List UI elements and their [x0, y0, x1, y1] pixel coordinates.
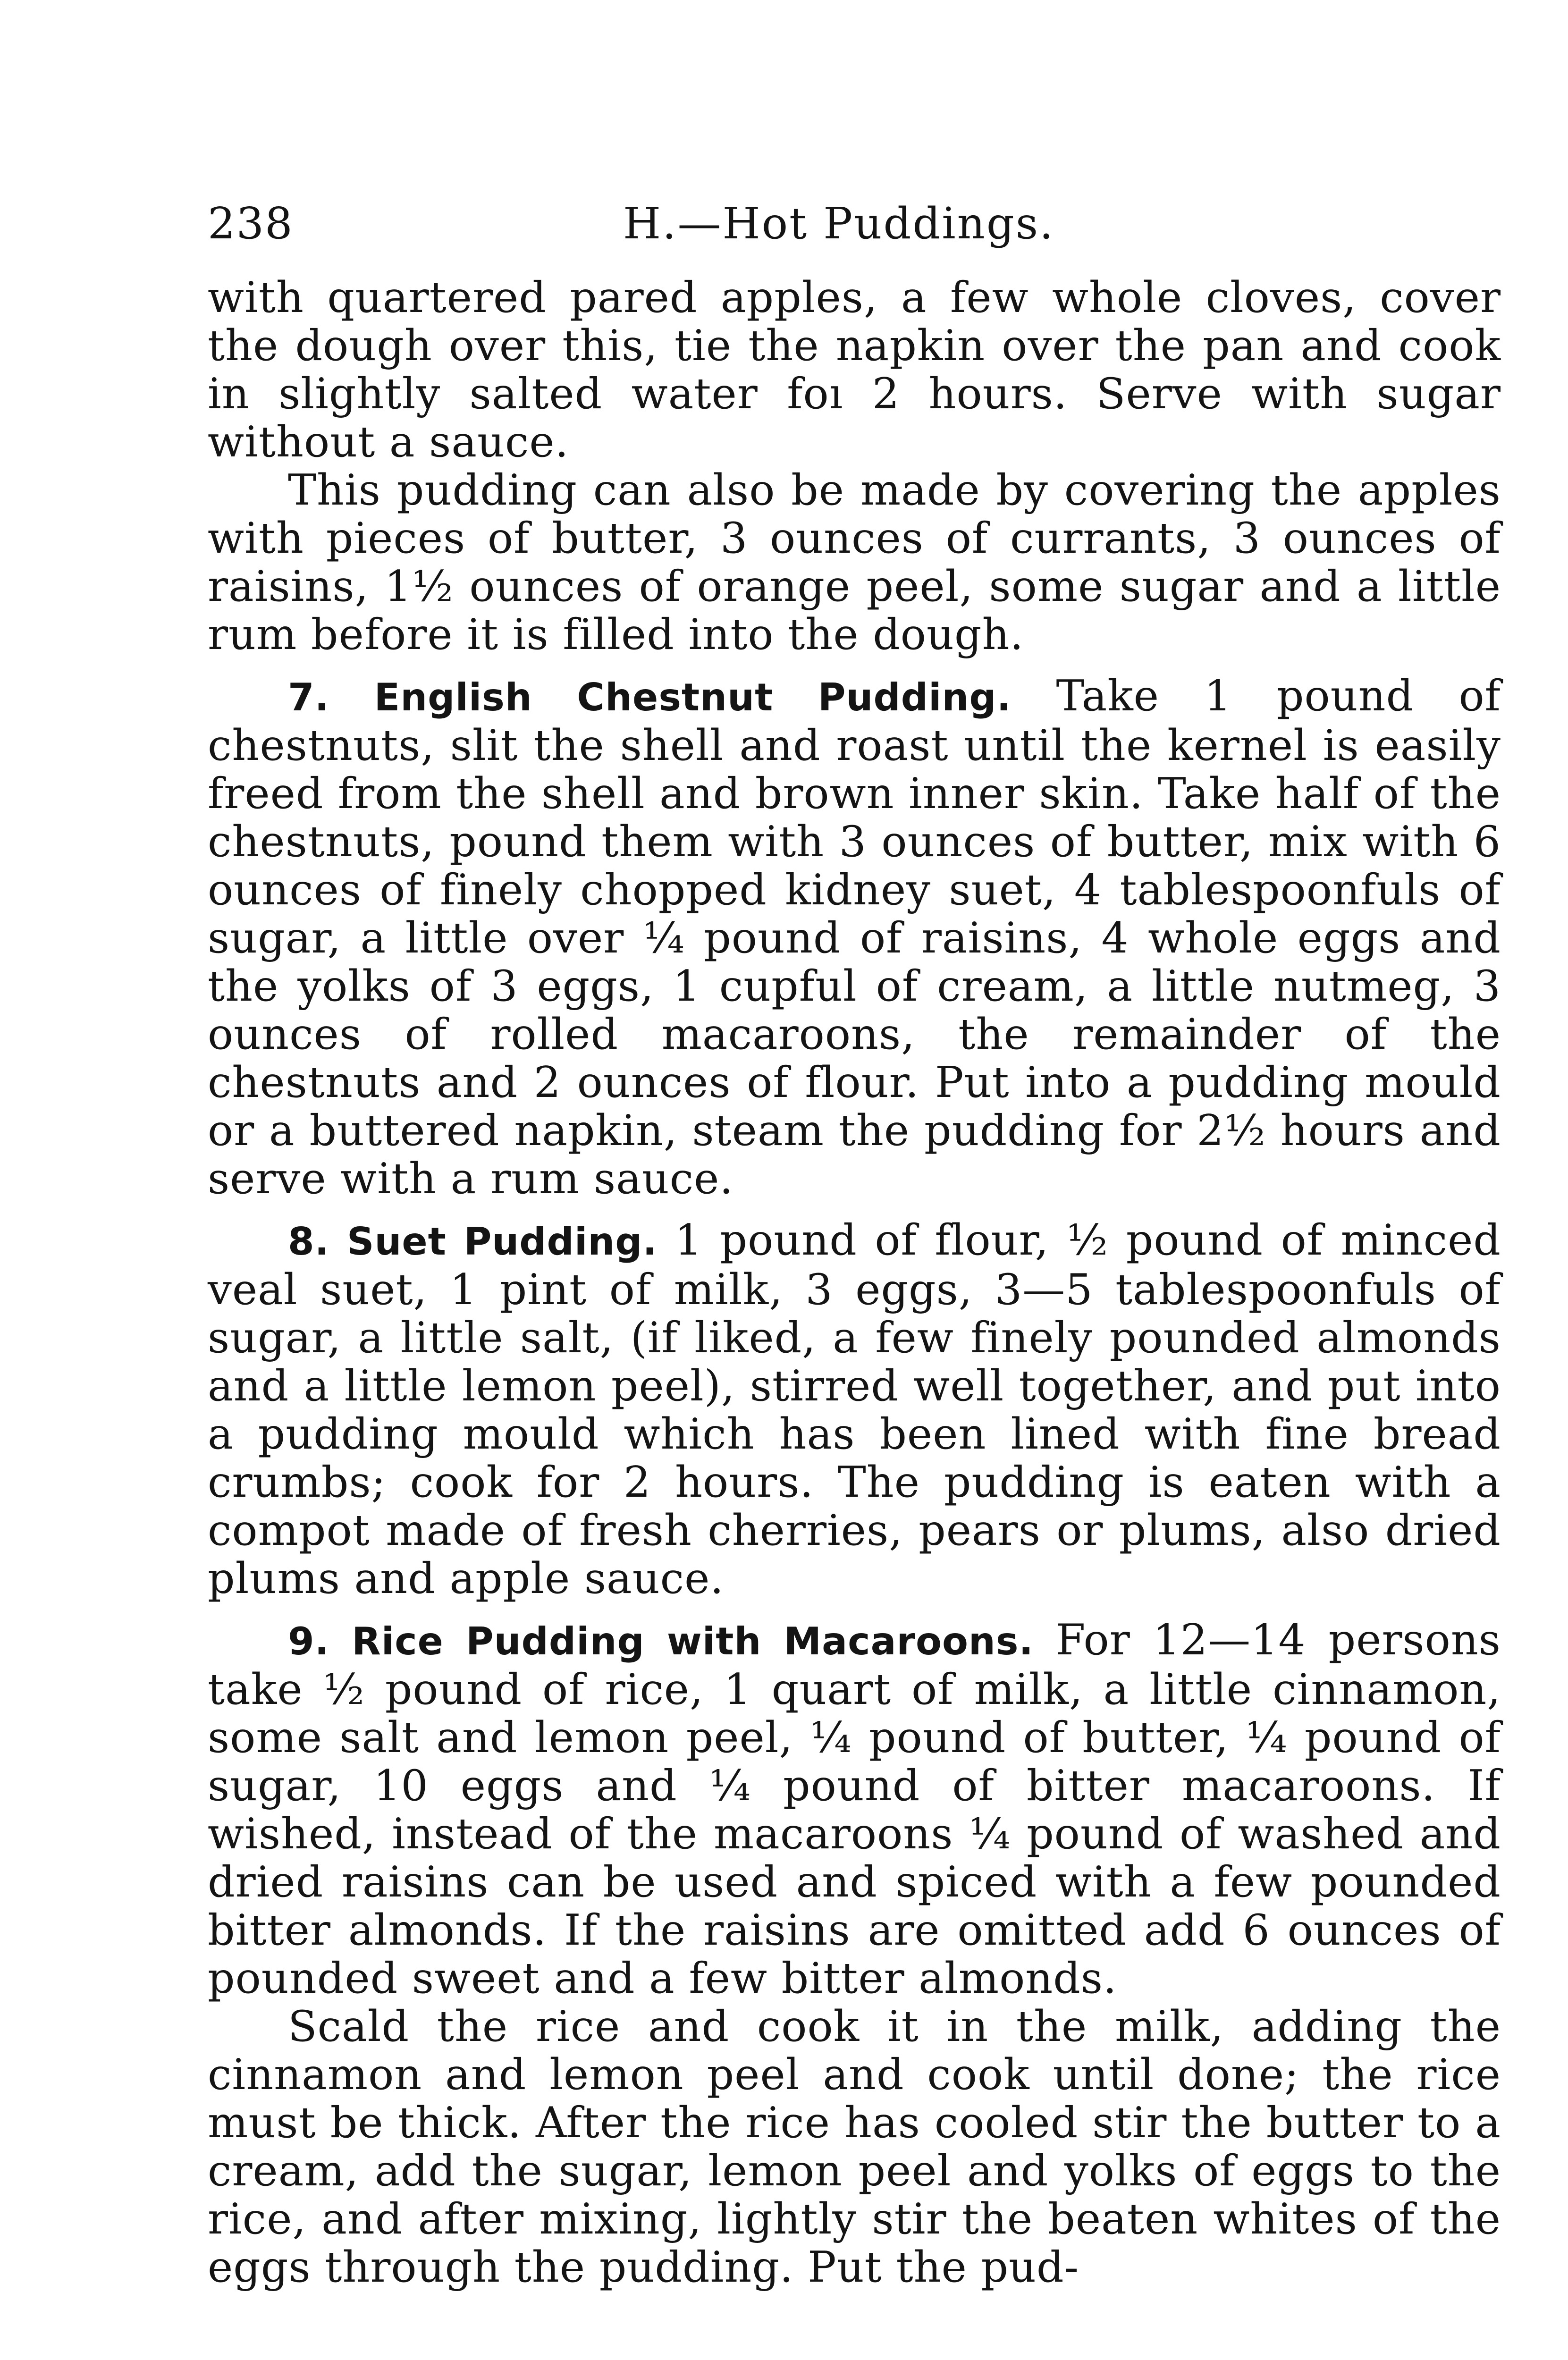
- page-number: 238: [208, 198, 294, 249]
- recipe-heading: 8. Suet Pudding.: [288, 1220, 675, 1264]
- paragraph-continuation: [208, 274, 1501, 466]
- page-header: [208, 198, 1506, 264]
- recipe-suet-pudding: [208, 1216, 1501, 1603]
- paragraph-text: with quartered pared apples, a few whole cloves, cover the dough over this, tie the napkin over the pan and cook in slightly salted water foı 2 hours. Serve with sugar without a sauce.: [208, 273, 1501, 467]
- recipe-heading: 9. Rice Pudding with Macaroons.: [288, 1619, 1056, 1663]
- body-text: [208, 274, 1501, 2292]
- running-title: H.—Hot Puddings.: [623, 198, 1055, 249]
- recipe-text: 1 pound of flour, ½ pound of minced veal suet, 1 pint of milk, 3 eggs, 3—5 tablespoonfuls of sugar, a little salt, (if liked, a few finely pounded almonds and a little lemon peel), stirred well together, and put into a pudding mould which has been lined with fine bread crumbs; cook for 2 hours. The pudding is eaten with a compot made of fresh cherries, pears or plums, also dried plums and apple sauce.: [208, 1215, 1501, 1603]
- paragraph-text: Scald the rice and cook it in the milk, adding the cinnamon and lemon peel and cook until done; the rice must be thick. After the rice has cooled stir the butter to a cream, add the sugar, lemon peel and yolks of eggs to the rice, and after mixing, lightly stir the beaten whites of the eggs through the pudding. Put the pud-: [208, 2002, 1501, 2292]
- recipe-text: For 12—14 persons take ½ pound of rice, 1 quart of milk, a little cinnamon, some salt and lemon peel, ¼ pound of butter, ¼ pound of sugar, 10 eggs and ¼ pound of bitter macaroons. If wished, instead of the macaroons ¼ pound of washed and dried raisins can be used and spiced with a few pounded bitter almonds. If the raisins are omitted add 6 ounces of pounded sweet and a few bitter almonds.: [208, 1615, 1501, 2003]
- recipe-text: Take 1 pound of chestnuts, slit the shell and roast until the kernel is easily freed from the shell and brown inner skin. Take half of the chestnuts, pound them with 3 ounces of butter, mix with 6 ounces of finely chopped kidney suet, 4 tablespoonfuls of sugar, a little over ¼ pound of raisins, 4 whole eggs and the yolks of 3 eggs, 1 cupful of cream, a little nutmeg, 3 ounces of rolled macaroons, the remainder of the chestnuts and 2 ounces of flour. Put into a pudding mould or a buttered napkin, steam the pudding for 2½ hours and serve with a rum sauce.: [208, 671, 1501, 1204]
- paragraph-variation: [208, 466, 1501, 659]
- recipe-rice-pudding-with-macaroons: [208, 1616, 1501, 2003]
- paragraph-method: [208, 2003, 1501, 2292]
- recipe-heading: 7. English Chestnut Pudding.: [288, 675, 1056, 719]
- recipe-english-chestnut-pudding: [208, 672, 1501, 1203]
- paragraph-text: This pudding can also be made by covering the apples with pieces of butter, 3 ounces of currants, 3 ounces of raisins, 1½ ounces of orange peel, some sugar and a little rum before it is filled into the dough.: [208, 465, 1501, 659]
